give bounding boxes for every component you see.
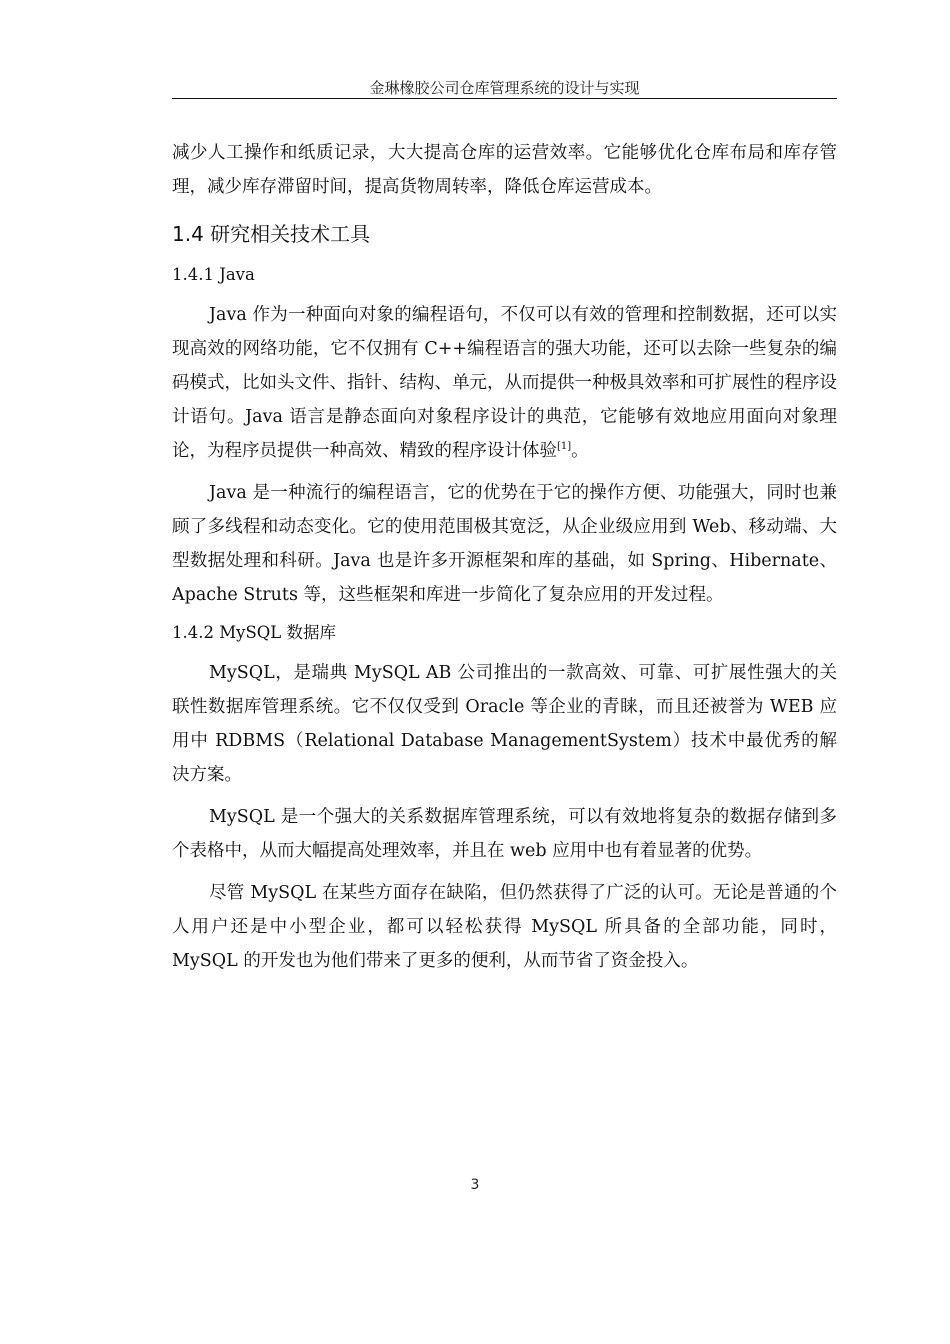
mysql-paragraph-3: 尽管 MySQL 在某些方面存在缺陷，但仍然获得了广泛的认可。无论是普通的个人用户还是中小型企业，都可以轻松获得 MySQL 所具备的全部功能，同时，MySQL 的开发也为他们带来了更多的便利，从而节省了资金投入。	[172, 883, 837, 971]
java-paragraph-1	[172, 298, 837, 468]
java-paragraph-2: Java 是一种流行的编程语言，它的优势在于它的操作方便、功能强大，同时也兼顾了多线程和动态变化。它的使用范围极其宽泛，从企业级应用到 Web、移动端、大型数据处理和科研。Java 也是许多开源框架和库的基础，如 Spring、Hibernate、Apache Struts 等，这些框架和库进一步简化了复杂应用的开发过程。	[172, 483, 837, 605]
java-paragraph-1-end: 。	[571, 441, 589, 461]
subsection-heading-1-4-2: 1.4.2 MySQL 数据库	[172, 623, 336, 642]
page-number: 3	[470, 1177, 480, 1193]
intro-paragraph: 减少人工操作和纸质记录，大大提高仓库的运营效率。它能够优化仓库布局和库存管理，减少库存滞留时间，提高货物周转率，降低仓库运营成本。	[172, 143, 837, 197]
mysql-paragraph-2: MySQL 是一个强大的关系数据库管理系统，可以有效地将复杂的数据存储到多个表格中，从而大幅提高处理效率，并且在 web 应用中也有着显著的优势。	[172, 807, 837, 861]
running-header: 金琳橡胶公司仓库管理系统的设计与实现	[369, 79, 640, 97]
citation-ref-1: [1]	[557, 441, 572, 453]
mysql-paragraph-1: MySQL，是瑞典 MySQL AB 公司推出的一款高效、可靠、可扩展性强大的关联性数据库管理系统。它不仅仅受到 Oracle 等企业的青睐，而且还被誉为 WEB 应用中 RDBMS（Relational Database ManagementSystem）技术中最优秀的解决方案。	[172, 663, 837, 785]
page-content	[172, 136, 837, 978]
subsection-heading-1-4-1: 1.4.1 Java	[172, 265, 255, 284]
section-heading-1-4: 1.4 研究相关技术工具	[172, 222, 371, 246]
header-divider	[172, 98, 837, 99]
java-paragraph-1-text: Java 作为一种面向对象的编程语句，不仅可以有效的管理和控制数据，还可以实现高效的网络功能，它不仅拥有 C++编程语言的强大功能，还可以去除一些复杂的编码模式，比如头文件、指针、结构、单元，从而提供一种极具效率和可扩展性的程序设计语句。Java 语言是静态面向对象程序设计的典范，它能够有效地应用面向对象理论，为程序员提供一种高效、精致的程序设计体验	[172, 305, 837, 461]
